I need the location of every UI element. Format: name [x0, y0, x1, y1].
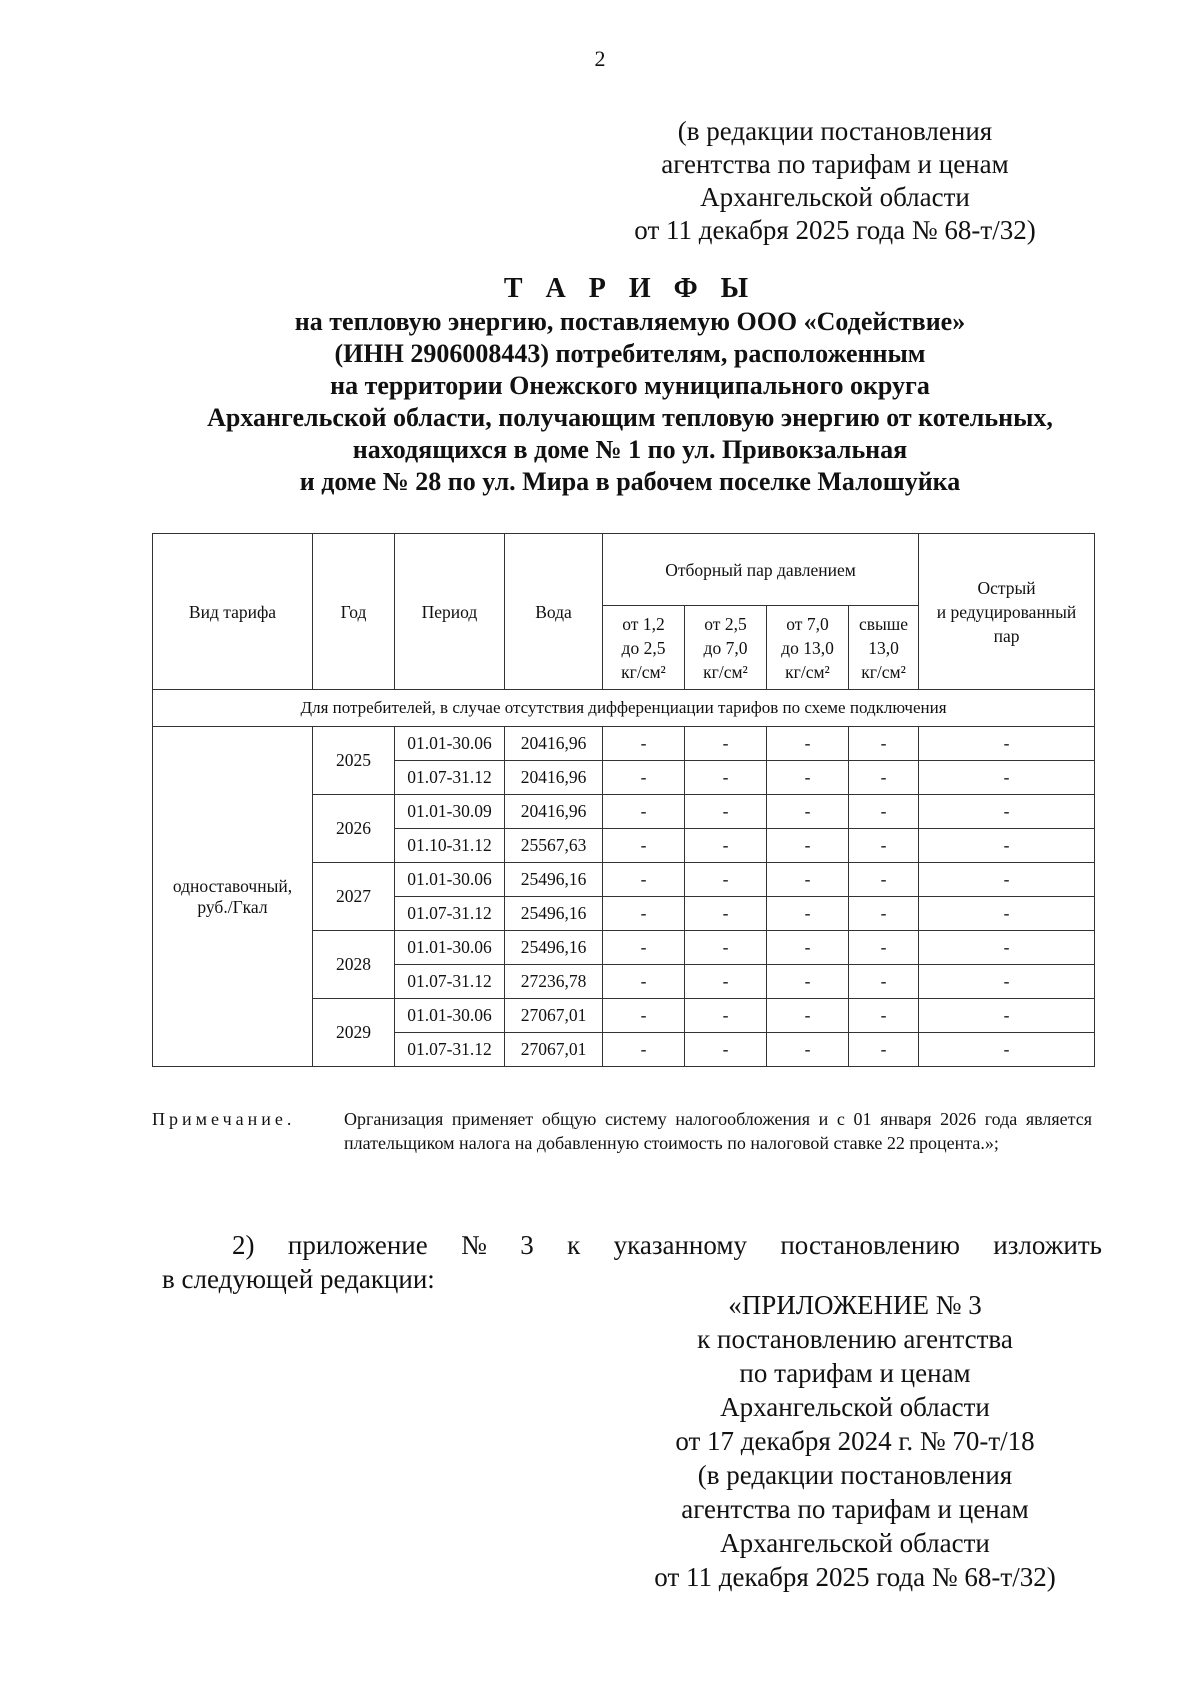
appendix-line: «ПРИЛОЖЕНИЕ № 3 — [728, 1290, 982, 1320]
dash-cell: - — [919, 897, 1095, 931]
amendment-line — [162, 1228, 1102, 1262]
subtitle-line: и доме № 28 по ул. Мира в рабочем поселке Малошуйка — [299, 467, 961, 496]
period-cell: 01.07-31.12 — [395, 761, 505, 795]
appendix-line: Архангельской области — [720, 1528, 990, 1558]
header-sharp-steam — [919, 534, 1095, 690]
appendix-line: от 11 декабря 2025 года № 68-т/32) — [654, 1562, 1056, 1592]
water-cell: 25567,63 — [505, 829, 603, 863]
subtitle-line: на тепловую энергию, поставляемую ООО «Содействие» — [294, 307, 966, 336]
dash-cell: - — [849, 1033, 919, 1067]
dash-cell: - — [849, 897, 919, 931]
water-cell: 25496,16 — [505, 863, 603, 897]
water-cell: 25496,16 — [505, 931, 603, 965]
header-line: 13,0 — [868, 637, 899, 658]
dash-cell: - — [919, 863, 1095, 897]
amendment-line: в следующей редакции: — [162, 1264, 435, 1294]
tariff-table — [152, 533, 1095, 1067]
dash-cell: - — [603, 829, 685, 863]
header-line: от 7,0 — [786, 613, 829, 634]
dash-cell: - — [849, 761, 919, 795]
header-line: до 2,5 — [621, 637, 666, 658]
period-cell: 01.01-30.09 — [395, 795, 505, 829]
dash-cell: - — [849, 965, 919, 999]
period-cell: 01.07-31.12 — [395, 1033, 505, 1067]
tariff-heading — [130, 272, 1130, 498]
year-cell: 2027 — [313, 863, 395, 931]
dash-cell: - — [767, 863, 849, 897]
dash-cell: - — [767, 1033, 849, 1067]
subtitle-line: на территории Онежского муниципального округа — [330, 371, 930, 400]
dash-cell: - — [767, 795, 849, 829]
header-sharp-steam-line: пар — [993, 625, 1020, 646]
dash-cell: - — [919, 1033, 1095, 1067]
dash-cell: - — [685, 897, 767, 931]
tariff-type-line: руб./Гкал — [197, 896, 268, 917]
dash-cell: - — [685, 829, 767, 863]
dash-cell: - — [685, 727, 767, 761]
period-cell: 01.01-30.06 — [395, 863, 505, 897]
dash-cell: - — [603, 1033, 685, 1067]
table-section-title: Для потребителей, в случае отсутствия дифференциации тарифов по схеме подключения — [153, 690, 1095, 727]
period-cell: 01.01-30.06 — [395, 931, 505, 965]
dash-cell: - — [919, 727, 1095, 761]
dash-cell: - — [767, 999, 849, 1033]
amendment-word: изложить — [993, 1230, 1102, 1260]
dash-cell: - — [767, 761, 849, 795]
dash-cell: - — [685, 1033, 767, 1067]
dash-cell: - — [919, 829, 1095, 863]
year-cell: 2025 — [313, 727, 395, 795]
amendment-word: № — [461, 1230, 487, 1260]
subtitle-line: Архангельской области, получающим тепловую энергию от котельных, — [207, 403, 1053, 432]
amendment-word: 2) — [232, 1230, 255, 1260]
dash-cell: - — [603, 761, 685, 795]
appendix-line: Архангельской области — [720, 1392, 990, 1422]
document-title: Т А Р И Ф Ы — [503, 273, 757, 304]
header-line: свыше — [859, 613, 909, 634]
amendment-word: указанному — [613, 1230, 747, 1260]
header-line: кг/см² — [703, 661, 748, 682]
dash-cell: - — [603, 863, 685, 897]
year-cell: 2028 — [313, 931, 395, 999]
header-steam-4 — [849, 606, 919, 690]
dash-cell: - — [603, 897, 685, 931]
dash-cell: - — [603, 931, 685, 965]
dash-cell: - — [767, 897, 849, 931]
header-year: Год — [313, 534, 395, 690]
period-cell: 01.01-30.06 — [395, 999, 505, 1033]
edition-line: (в редакции постановления — [677, 116, 993, 146]
amendment-word: к — [567, 1230, 581, 1260]
appendix-header — [620, 1288, 1090, 1594]
amendment-paragraph — [162, 1228, 1102, 1296]
water-cell: 27236,78 — [505, 965, 603, 999]
water-cell: 20416,96 — [505, 795, 603, 829]
header-steam-1 — [603, 606, 685, 690]
dash-cell: - — [685, 795, 767, 829]
dash-cell: - — [919, 761, 1095, 795]
dash-cell: - — [603, 965, 685, 999]
header-sharp-steam-line: Острый — [977, 577, 1036, 598]
subtitle-line: находящихся в доме № 1 по ул. Привокзальная — [352, 435, 908, 464]
amendment-word: постановлению — [780, 1230, 960, 1260]
period-cell: 01.07-31.12 — [395, 897, 505, 931]
period-cell: 01.07-31.12 — [395, 965, 505, 999]
edition-line: от 11 декабря 2025 года № 68-т/32) — [634, 215, 1036, 245]
appendix-line: (в редакции постановления — [697, 1460, 1013, 1490]
header-steam-group: Отборный пар давлением — [603, 534, 919, 606]
header-line: кг/см² — [861, 661, 906, 682]
year-cell: 2026 — [313, 795, 395, 863]
note-text: Организация применяет общую систему налогообложения и с 01 января 2026 года является плательщиком налога на добавленную стоимость по налоговой ставке 22 процента.»; — [344, 1109, 1092, 1153]
period-cell: 01.10-31.12 — [395, 829, 505, 863]
dash-cell: - — [849, 999, 919, 1033]
edition-line: агентства по тарифам и ценам — [661, 149, 1009, 179]
edition-note — [600, 115, 1070, 247]
header-period: Период — [395, 534, 505, 690]
header-line: кг/см² — [785, 661, 830, 682]
header-tariff-type: Вид тарифа — [153, 534, 313, 690]
dash-cell: - — [849, 829, 919, 863]
header-steam-2 — [685, 606, 767, 690]
dash-cell: - — [919, 931, 1095, 965]
water-cell: 27067,01 — [505, 1033, 603, 1067]
tariff-type-line: одноставочный, — [172, 875, 293, 896]
dash-cell: - — [767, 965, 849, 999]
water-cell: 27067,01 — [505, 999, 603, 1033]
dash-cell: - — [603, 999, 685, 1033]
appendix-line: к постановлению агентства — [697, 1324, 1013, 1354]
header-line: кг/см² — [621, 661, 666, 682]
water-cell: 20416,96 — [505, 761, 603, 795]
dash-cell: - — [849, 795, 919, 829]
dash-cell: - — [767, 931, 849, 965]
header-line: от 2,5 — [704, 613, 747, 634]
dash-cell: - — [685, 965, 767, 999]
dash-cell: - — [685, 999, 767, 1033]
appendix-line: от 17 декабря 2024 г. № 70-т/18 — [675, 1426, 1035, 1456]
amendment-word: приложение — [287, 1230, 428, 1260]
dash-cell: - — [849, 931, 919, 965]
year-cell: 2029 — [313, 999, 395, 1067]
header-sharp-steam-line: и редуцированный — [936, 601, 1077, 622]
dash-cell: - — [919, 999, 1095, 1033]
water-cell: 20416,96 — [505, 727, 603, 761]
dash-cell: - — [919, 795, 1095, 829]
amendment-word: 3 — [520, 1230, 534, 1260]
tariff-type-cell — [153, 727, 313, 1067]
header-water: Вода — [505, 534, 603, 690]
appendix-line: агентства по тарифам и ценам — [681, 1494, 1029, 1524]
dash-cell: - — [919, 965, 1095, 999]
page-number: 2 — [594, 46, 606, 71]
period-cell: 01.01-30.06 — [395, 727, 505, 761]
dash-cell: - — [849, 727, 919, 761]
dash-cell: - — [685, 931, 767, 965]
header-line: от 1,2 — [622, 613, 665, 634]
dash-cell: - — [767, 727, 849, 761]
header-line: до 13,0 — [781, 637, 834, 658]
note-block — [152, 1107, 1092, 1155]
dash-cell: - — [849, 863, 919, 897]
water-cell: 25496,16 — [505, 897, 603, 931]
dash-cell: - — [603, 727, 685, 761]
header-steam-3 — [767, 606, 849, 690]
dash-cell: - — [685, 761, 767, 795]
edition-line: Архангельской области — [700, 182, 970, 212]
appendix-line: по тарифам и ценам — [739, 1358, 971, 1388]
subtitle-line: (ИНН 2906008443) потребителям, расположенным — [334, 339, 926, 368]
dash-cell: - — [685, 863, 767, 897]
dash-cell: - — [603, 795, 685, 829]
dash-cell: - — [767, 829, 849, 863]
note-label: Примечание. — [152, 1109, 296, 1129]
header-line: до 7,0 — [703, 637, 748, 658]
